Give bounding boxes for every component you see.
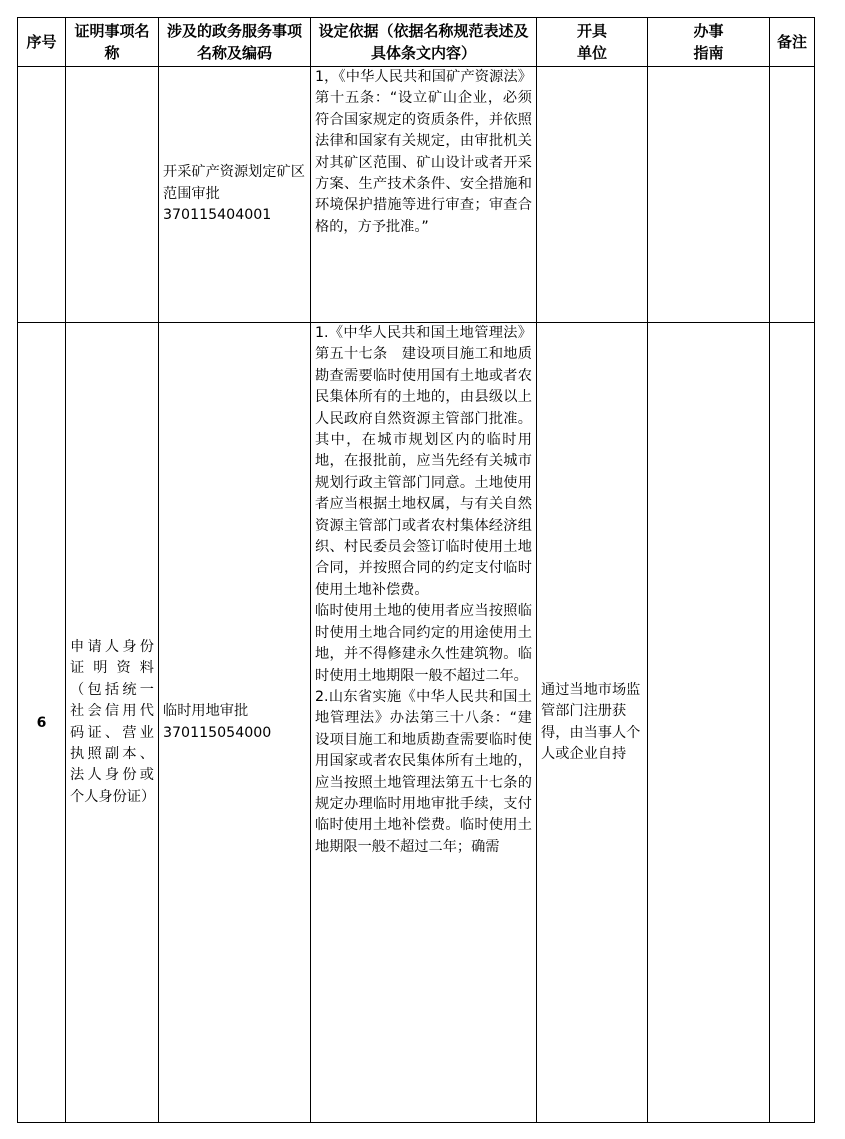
cell-seq — [18, 67, 66, 323]
cell-basis — [311, 323, 537, 1123]
table-row — [18, 67, 815, 323]
item-name-text: 申请人身份证明资料（包括统一社会信用代码证、营业执照副本、法人身份或个人身份证） — [70, 638, 156, 805]
cell-service — [159, 323, 311, 1123]
basis-text: 1.《中华人民共和国土地管理法》第五十七条 建设项目施工和地质勘查需要临时使用国有土地或者农民集体所有的土地的，由县级以上人民政府自然资源主管部门批准。其中，在城市规划区内的临时用地，在报批前，应当先经有关城市规划行政主管部门同意。土地使用者应当根据土地权属，与有关自然资源主管部门或者农村集体经济组织、村民委员会签订临时使用土地合同，并按照合同的约定支付临时使用土地补偿费。 临时使用土地的使用者应当按照临时使用土地合同约定的用途使用土地，并不得修建永久性建筑物。临时使用土地期限一般不超过二年。 2.山东省实施《中华人民共和国土地管理法》办法第三十八条：“建设项目施工和地质勘查需要临时使用国家或者农民集体所有土地的，应当按照土地管理法第五十七条的规定办理临时用地审批手续，支付临时使用土地补偿费。临时使用土地期限一般不超过二年；确需 — [315, 325, 532, 855]
header-item-name: 证明事项名称 — [66, 18, 159, 67]
service-text: 临时用地审批 370115054000 — [163, 703, 272, 741]
cell-remark — [770, 67, 815, 323]
document-table — [17, 17, 815, 1123]
header-issuer: 开具单位 — [537, 18, 648, 67]
cell-item-name — [66, 323, 159, 1123]
cell-service — [159, 67, 311, 323]
cell-guide — [648, 67, 770, 323]
table-row — [18, 323, 815, 1123]
cell-seq: 6 — [18, 323, 66, 1123]
header-basis: 设定依据（依据名称规范表述及具体条文内容） — [311, 18, 537, 67]
basis-text: 1，《中华人民共和国矿产资源法》第十五条：“设立矿山企业，必须符合国家规定的资质条件，并依照法律和国家有关规定，由审批机关对其矿区范围、矿山设计或者开采方案、生产技术条件、安全措施和环境保护措施等进行审查；审查合格的，方予批准。” — [315, 69, 532, 235]
cell-basis — [311, 67, 537, 323]
service-text: 开采矿产资源划定矿区范围审批 370115404001 — [163, 164, 305, 224]
header-service: 涉及的政务服务事项名称及编码 — [159, 18, 311, 67]
issuer-text: 通过当地市场监管部门注册获得，由当事人个人或企业自持 — [541, 681, 641, 762]
header-seq: 序号 — [18, 18, 66, 67]
cell-remark — [770, 323, 815, 1123]
header-guide: 办事指南 — [648, 18, 770, 67]
header-remark: 备注 — [770, 18, 815, 67]
cell-issuer — [537, 67, 648, 323]
table-header-row — [18, 18, 815, 67]
cell-item-name — [66, 67, 159, 323]
cell-issuer — [537, 323, 648, 1123]
cell-guide — [648, 323, 770, 1123]
